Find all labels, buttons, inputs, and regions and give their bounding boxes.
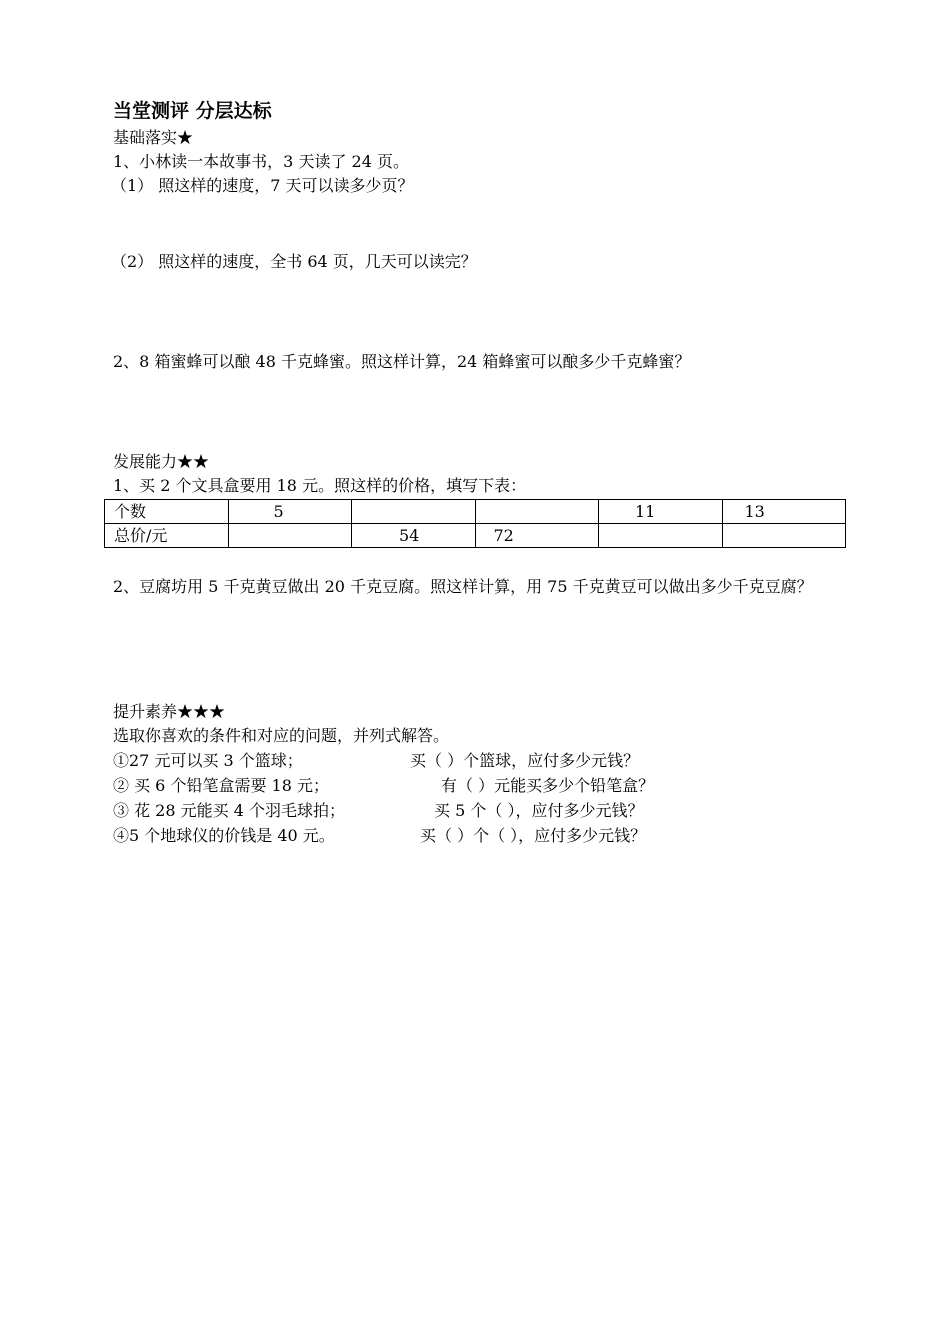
- advance-condition-2: ② 买 6 个铅笔盒需要 18 元；: [113, 776, 329, 795]
- advance-condition-1: ①27 元可以买 3 个篮球；: [113, 751, 303, 770]
- table-cell[interactable]: [228, 524, 352, 548]
- develop-question-1: 1、买 2 个文具盒要用 18 元。照这样的价格，填写下表：: [113, 476, 527, 495]
- table-row: [105, 524, 846, 548]
- table-cell: 个数: [105, 500, 229, 524]
- page-title: 当堂测评 分层达标: [113, 100, 272, 122]
- develop-question-2: 2、豆腐坊用 5 千克黄豆做出 20 千克豆腐。照这样计算，用 75 千克黄豆可以做出多少千克豆腐？: [113, 577, 813, 596]
- advance-question-4: 买（ ）个（ ），应付多少元钱？: [420, 826, 647, 845]
- table-cell: 72: [475, 524, 599, 548]
- table-cell: 5: [228, 500, 352, 524]
- table-row: [105, 500, 846, 524]
- advance-question-3: 买 5 个（ ），应付多少元钱？: [434, 801, 644, 820]
- basic-question-1-part-2: （2） 照这样的速度，全书 64 页，几天可以读完？: [111, 252, 477, 271]
- table-cell[interactable]: [722, 524, 846, 548]
- basic-question-1: 1、小林读一本故事书，3 天读了 24 页。: [113, 152, 409, 171]
- section-heading-basic: 基础落实★: [113, 128, 194, 147]
- table-cell[interactable]: [599, 524, 723, 548]
- table-cell: 54: [352, 524, 476, 548]
- section-heading-develop: 发展能力★★: [113, 452, 210, 471]
- price-table: [104, 499, 846, 548]
- basic-question-2: 2、8 箱蜜蜂可以酿 48 千克蜂蜜。照这样计算，24 箱蜂蜜可以酿多少千克蜂蜜？: [113, 352, 691, 371]
- table-cell: 11: [599, 500, 723, 524]
- table-cell: 总价/元: [105, 524, 229, 548]
- section-heading-advance: 提升素养★★★: [113, 702, 226, 721]
- basic-question-1-part-1: （1） 照这样的速度，7 天可以读多少页？: [111, 176, 414, 195]
- table-cell: 13: [722, 500, 846, 524]
- table-cell[interactable]: [475, 500, 599, 524]
- advance-question-2: 有（ ）元能买多少个铅笔盒？: [441, 776, 655, 795]
- advance-intro: 选取你喜欢的条件和对应的问题，并列式解答。: [113, 726, 450, 745]
- advance-condition-3: ③ 花 28 元能买 4 个羽毛球拍；: [113, 801, 345, 820]
- table-cell[interactable]: [352, 500, 476, 524]
- advance-question-1: 买（ ）个篮球，应付多少元钱？: [410, 751, 640, 770]
- advance-condition-4: ④5 个地球仪的价钱是 40 元。: [113, 826, 335, 845]
